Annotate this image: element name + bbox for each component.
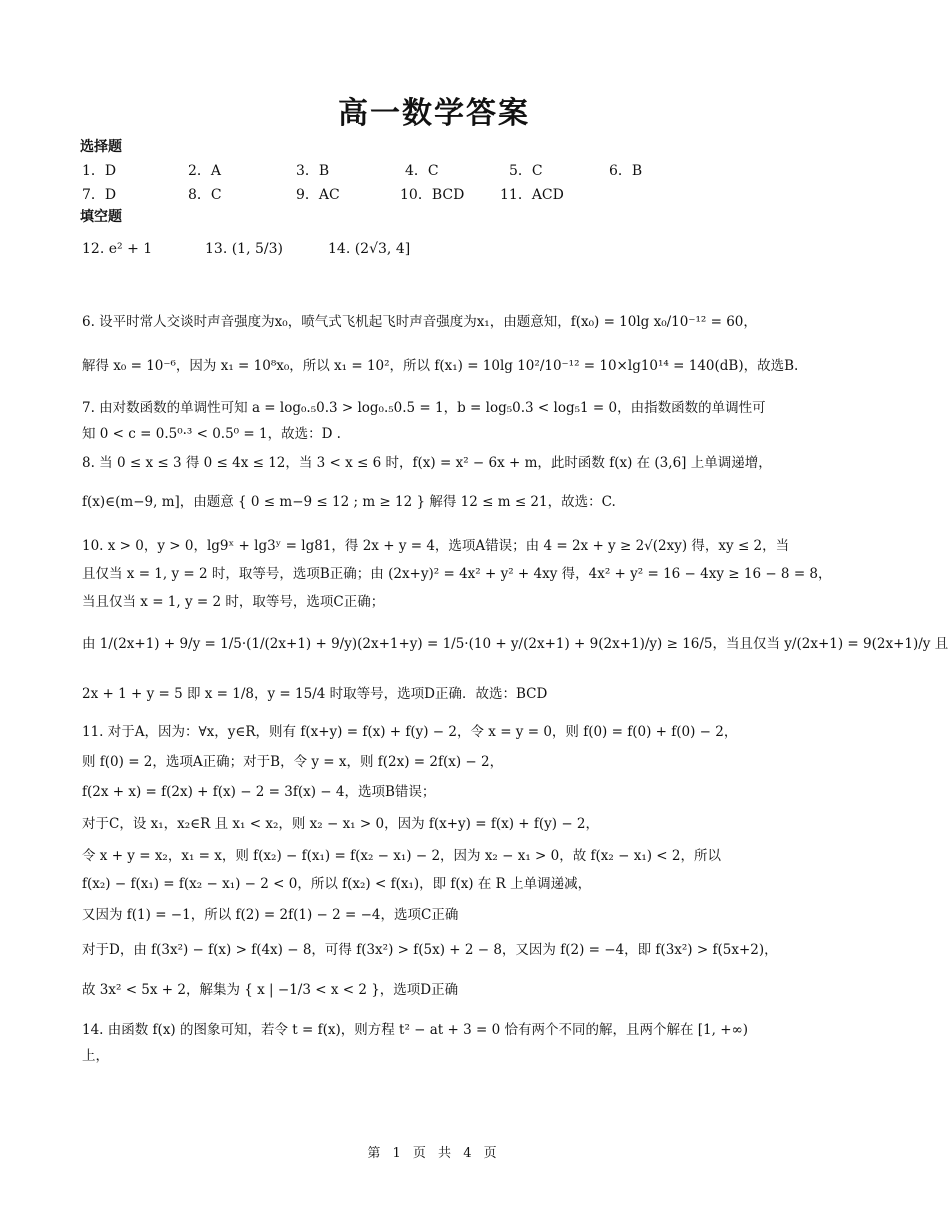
- choice-answer: 11．ACD: [500, 187, 564, 203]
- solution-line: 当且仅当 x = 1, y = 2 时，取等号，选项C正确；: [82, 594, 385, 610]
- fill-answer: 13. (1, 5/3): [205, 241, 283, 257]
- solution-line: 2x + 1 + y = 5 即 x = 1/8，y = 15/4 时取等号，选项D正确．故选：BCD: [82, 686, 548, 702]
- solution-line: 又因为 f(1) = −1，所以 f(2) = 2f(1) − 2 = −4，选项C正确: [82, 907, 459, 923]
- choice-answer: 5．C: [509, 163, 543, 179]
- solution-line: 令 x + y = x₂，x₁ = x，则 f(x₂) − f(x₁) = f(x₂ − x₁) − 2，因为 x₂ − x₁ > 0，故 f(x₂ − x₁) < 2，所以: [82, 848, 721, 864]
- page-title: 高一数学答案: [338, 96, 530, 131]
- choice-answer: 4．C: [405, 163, 439, 179]
- choice-answer: 9．AC: [296, 187, 340, 203]
- fill-answer: 12. e² + 1: [82, 241, 153, 257]
- solution-line: 8. 当 0 ≤ x ≤ 3 得 0 ≤ 4x ≤ 12，当 3 < x ≤ 6 时，f(x) = x² − 6x + m，此时函数 f(x) 在 (3,6] 上单调递增，: [82, 455, 772, 471]
- solution-line: 解得 x₀ = 10⁻⁶，因为 x₁ = 10⁸x₀，所以 x₁ = 10²，所以 f(x₁) = 10lg 10²/10⁻¹² = 10×lg10¹⁴ = 140(dB)，故选B.: [82, 358, 799, 374]
- solution-line: 6. 设平时常人交谈时声音强度为x₀，喷气式飞机起飞时声音强度为x₁，由题意知，f(x₀) = 10lg x₀/10⁻¹² = 60，: [82, 314, 757, 330]
- solution-line: f(2x + x) = f(2x) + f(x) − 2 = 3f(x) − 4，选项B错误；: [82, 784, 436, 800]
- page-footer: 第 1 页 共 4 页: [367, 1146, 501, 1161]
- choice-answer: 1．D: [82, 163, 117, 179]
- choice-answer: 6．B: [609, 163, 643, 179]
- solution-line: 14. 由函数 f(x) 的图象可知，若令 t = f(x)，则方程 t² − at + 3 = 0 恰有两个不同的解，且两个解在 [1, +∞): [82, 1022, 749, 1038]
- solution-line: 且仅当 x = 1, y = 2 时，取等号，选项B正确；由 (2x+y)² = 4x² + y² + 4xy 得，4x² + y² = 16 − 4xy ≥ 16 − 8 = 8，: [82, 566, 832, 582]
- choice-answer: 3．B: [296, 163, 330, 179]
- solution-line: f(x₂) − f(x₁) = f(x₂ − x₁) − 2 < 0，所以 f(x₂) < f(x₁)，即 f(x) 在 R 上单调递减，: [82, 876, 592, 892]
- choice-answer: 7．D: [82, 187, 117, 203]
- section-heading-choice: 选择题: [80, 139, 122, 155]
- solution-line: 10. x > 0，y > 0，lg9ˣ + lg3ʸ = lg81，得 2x + y = 4，选项A错误；由 4 = 2x + y ≥ 2√(2xy) 得，xy ≤ 2，当: [82, 538, 790, 554]
- choice-answer: 2．A: [188, 163, 222, 179]
- solution-line: f(x)∈(m−9, m]，由题意 { 0 ≤ m−9 ≤ 12 ; m ≥ 12 } 解得 12 ≤ m ≤ 21，故选：C.: [82, 494, 616, 510]
- solution-line: 对于C，设 x₁，x₂∈R 且 x₁ < x₂，则 x₂ − x₁ > 0，因为 f(x+y) = f(x) + f(y) − 2，: [82, 816, 600, 832]
- solution-line: 11. 对于A，因为：∀x，y∈R，则有 f(x+y) = f(x) + f(y) − 2，令 x = y = 0，则 f(0) = f(0) + f(0) − 2，: [82, 724, 738, 740]
- section-heading-fill: 填空题: [80, 209, 122, 225]
- solution-line: 7. 由对数函数的单调性可知 a = log₀.₅0.3 > log₀.₅0.5 = 1，b = log₅0.3 < log₅1 = 0，由指数函数的单调性可: [82, 400, 766, 416]
- solution-line: 由 1/(2x+1) + 9/y = 1/5·(1/(2x+1) + 9/y)(2x+1+y) = 1/5·(10 + y/(2x+1) + 9(2x+1)/y) ≥ 16/5，当且仅当 y/(2x+1) = 9(2x+1)/y 且: [82, 636, 948, 652]
- solution-line: 知 0 < c = 0.5⁰·³ < 0.5⁰ = 1，故选：D .: [82, 426, 341, 442]
- solution-line: 则 f(0) = 2，选项A正确；对于B，令 y = x，则 f(2x) = 2f(x) − 2，: [82, 754, 504, 770]
- solution-line: 上，: [82, 1048, 109, 1064]
- fill-answer: 14. (2√3, 4]: [328, 241, 411, 257]
- solution-line: 对于D，由 f(3x²) − f(x) > f(4x) − 8，可得 f(3x²) > f(5x) + 2 − 8，又因为 f(2) = −4，即 f(3x²) > f(5x+2)，: [82, 942, 778, 958]
- choice-answer: 10．BCD: [400, 187, 465, 203]
- choice-answer: 8．C: [188, 187, 222, 203]
- solution-line: 故 3x² < 5x + 2，解集为 { x | −1/3 < x < 2 }，选项D正确: [82, 982, 459, 998]
